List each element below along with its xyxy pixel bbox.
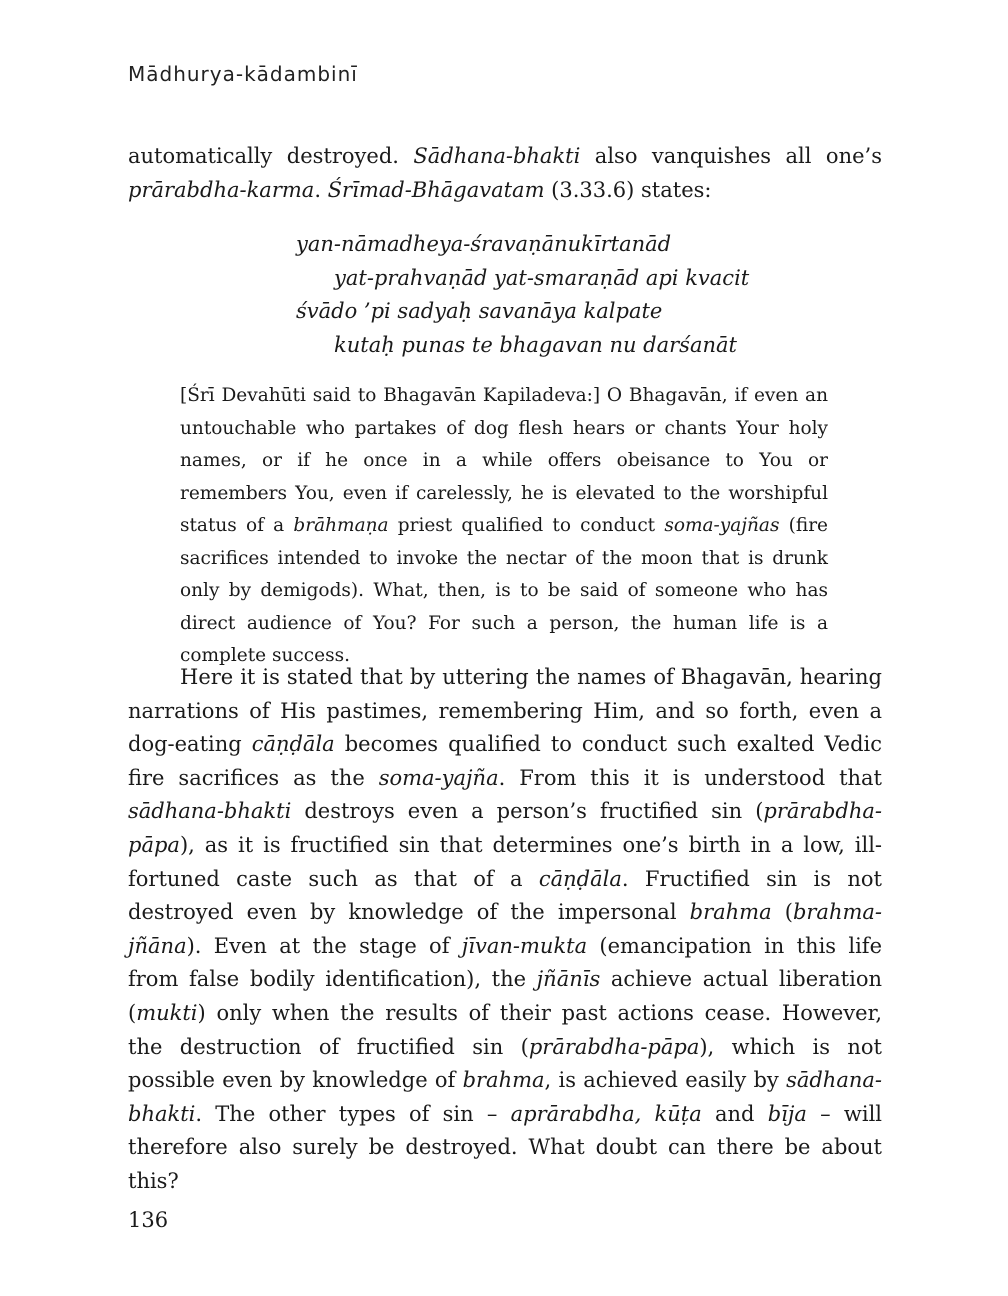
translation-italic-1: brāhmaṇa	[293, 515, 389, 536]
commentary-text-7: (	[771, 900, 793, 925]
commentary-text-10: achieve actual liberation (	[128, 967, 883, 1025]
commentary-italic-5: cāṇḍāla	[538, 866, 622, 891]
commentary-text-3: . From this it is understood that	[498, 765, 882, 790]
commentary-text-12: ), which is not possible even by knowledge of	[128, 1034, 883, 1093]
commentary-italic-6: brahma	[689, 900, 772, 925]
verse-line-2: yat-prahvaṇād yat-smaraṇād api kvacit	[334, 265, 750, 290]
commentary-italic-12: brahma	[462, 1068, 545, 1093]
commentary-text-16: – will therefore also surely be destroyed. What doubt can there be about this?	[128, 1101, 882, 1193]
commentary-italic-3: sādhana-bhakti	[128, 799, 292, 824]
commentary-text-5: ), as it is fructified sin that determines one’s birth in a low, ill-fortuned caste such as that of a	[128, 832, 882, 891]
commentary-italic-2: soma-yajña	[378, 765, 499, 790]
intro-text-3: .	[314, 177, 328, 202]
verse-line-3: śvādo ’pi sadyaḥ savanāya kalpate	[296, 299, 663, 323]
intro-paragraph	[128, 140, 882, 207]
commentary-italic-10: mukti	[136, 1000, 198, 1025]
commentary-text-8: ). Even at the stage of	[186, 933, 462, 958]
verse-translation	[180, 380, 828, 673]
intro-text-1: automatically destroyed.	[128, 144, 414, 168]
commentary-italic-13: sādhana-bhakti	[128, 1068, 882, 1126]
intro-italic-2: prārabdha-karma	[128, 177, 315, 202]
commentary-paragraph	[128, 661, 882, 1199]
commentary-italic-11: prārabdha-pāpa	[528, 1034, 700, 1059]
commentary-text-2: becomes qualified to conduct such exalted Vedic fire sacrifices as the	[128, 732, 882, 790]
commentary-text-1: Here it is stated that by uttering the names of Bhagavān, hearing narrations of His pastimes, remembering Him, and so forth, even a dog-eating	[128, 665, 882, 757]
intro-italic-1: Sādhana-bhakti	[413, 144, 581, 168]
commentary-text-13: , is achieved easily by	[544, 1068, 787, 1093]
commentary-italic-7: brahma-jñāna	[128, 900, 882, 958]
commentary-italic-8: jīvan-mukta	[461, 933, 588, 958]
commentary-italic-4: prārabdha-pāpa	[128, 799, 882, 857]
commentary-text-6: . Fructified sin is not destroyed even by knowledge of the impersonal	[128, 866, 882, 925]
commentary-text-15: and	[701, 1101, 768, 1126]
intro-italic-3: Śrīmad-Bhāgavatam	[327, 177, 545, 202]
commentary-italic-14: aprārabdha, kūṭa	[510, 1101, 702, 1126]
commentary-italic-15: bīja	[767, 1101, 807, 1126]
sanskrit-verse	[296, 228, 749, 362]
translation-text-3: (fire sacrifices intended to invoke the nectar of the moon that is drunk only by demigods). What, then, is to be said of someone who has direct audience of You? For such a person, the human life is a complete success.	[180, 515, 828, 666]
verse-line-4: kutaḥ punas te bhagavan nu darśanāt	[334, 332, 737, 357]
translation-text-2: priest qualified to conduct	[388, 515, 665, 536]
running-title: Mādhurya-kādambinī	[128, 62, 358, 86]
commentary-text-11: ) only when the results of their past actions cease. However, the destruction of fructified sin (	[128, 1000, 882, 1059]
translation-italic-2: soma-yajñas	[664, 515, 780, 536]
commentary-text-4: destroys even a person’s fructified sin (	[291, 799, 764, 824]
intro-text-2: also vanquishes all one’s	[580, 144, 882, 168]
intro-text-4: (3.33.6) states:	[544, 177, 712, 202]
commentary-italic-1: cāṇḍāla	[251, 732, 335, 757]
commentary-text-9: (emancipation in this life from false bodily identification), the	[128, 933, 882, 992]
commentary-italic-9: jñānīs	[536, 967, 601, 992]
commentary-text-14: . The other types of sin –	[195, 1101, 511, 1126]
page-number: 136	[128, 1208, 169, 1232]
translation-text-1: [Śrī Devahūti said to Bhagavān Kapiladeva:] O Bhagavān, if even an untouchable who partakes of dog flesh hears or chants Your holy names, or if he once in a while offers obeisance to You or remembers You, even if carelessly, he is elevated to the worshipful status of a	[180, 385, 828, 536]
verse-line-1: yan-nāmadheya-śravaṇānukīrtanād	[296, 232, 672, 256]
